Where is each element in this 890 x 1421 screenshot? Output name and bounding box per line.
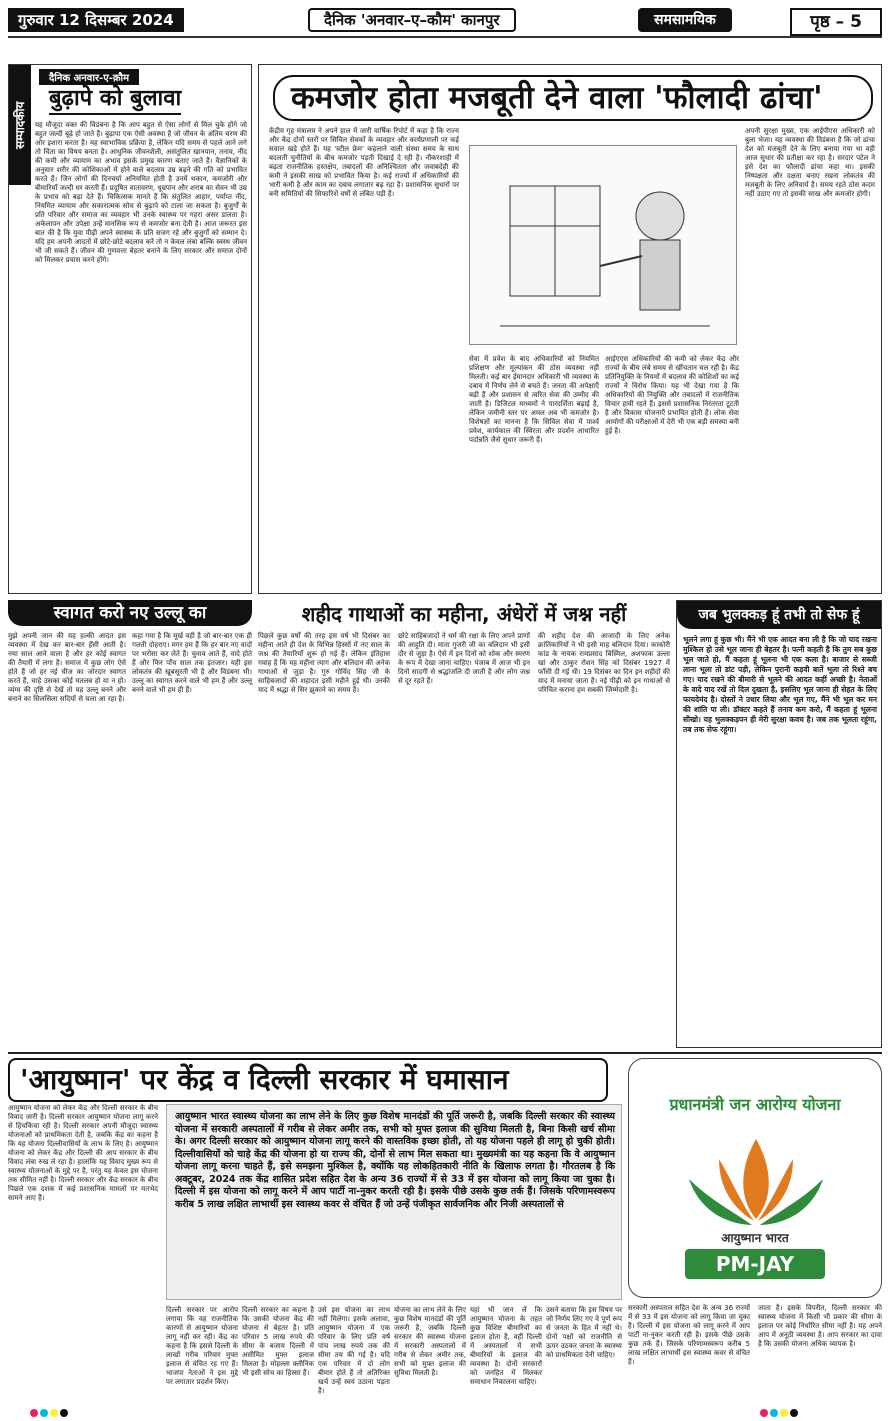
logo-arc-text: प्रधानमंत्री जन आरोग्य योजना (669, 1095, 841, 1114)
bottom-right-col: सरकारी अस्पताल सहित देश के अन्य 36 राज्यों में से 33 में इस योजना को लागू किया जा चुका है। दिल्ली में इस योजना को लागू करने में आप पार्टी ना-नुकर करती रही है। इसके पीछे उसके कुछ तर्क हैं। जिसके परिणामस्वरूप करीब 5 लाख लक्षित लाभार्थी इस स्वास्थ्य कवर से वंचित हैं। (628, 1304, 753, 1366)
logo-badge: PM-JAY (685, 1249, 825, 1279)
bottom-story (8, 1058, 885, 1398)
editorial-side-label: सम्पादकीय (9, 65, 31, 185)
bottom-col-5: यहां भी जान लें कि आयुष्मान योजना के तहत कुछ विशिष्ट बीमारियों का इलाज होता है, वहीं दिल्ली में अस्पतालों में सभी बीमारियों के इलाज की व्यवस्था है। दोनों सरकारों को जनहित में मिलकर समाधान निकालना चाहिए। (470, 1306, 545, 1386)
editorial-body: यह मौजूदा वक्त की विडंबना है कि आप बहुत से ऐसा लोगों से मिल चुके होंगे जो बहुत जल्दी बूढ़े हो जाते हैं। बुढ़ापा एक ऐसी अवस्था है जो जीवन के अंतिम चरण की ओर इशारा करता है। यह स्वाभाविक प्रक्रिया है, लेकिन यदि समय से पहले आने लगे तो चिंता का विषय बनता है। आधुनिक जीवनशैली, असंतुलित खानपान, तनाव, नींद की कमी और व्यायाम का अभाव इसके प्रमुख कारण बताए जाते हैं। वैज्ञानिकों के अनुसार शरीर की कोशिकाओं में होने वाले बदलाव उम्र बढ़ने की गति को प्रभावित करते हैं। जिन लोगों की दिनचर्या अनियमित होती है उनमें थकान, कमजोरी और बीमारियाँ जल्दी घर करती हैं। प्रदूषित वातावरण, धूम्रपान और शराब का सेवन भी उम्र के प्रभाव को बढ़ा देते हैं। चिकित्सक मानते हैं कि संतुलित आहार, पर्याप्त नींद, नियमित व्यायाम और सकारात्मक सोच से बुढ़ापे को टाला जा सकता है। बुजुर्गों के प्रति परिवार और समाज का व्यवहार भी उनके स्वास्थ्य पर गहरा असर डालता है। अकेलापन और उपेक्षा उन्हें मानसिक रूप से कमजोर बना देती है। आज जरूरत इस बात की है कि युवा पीढ़ी अपने स्वास्थ्य के प्रति सजग रहे और बुजुर्गों को सम्मान दे। यदि हम अपनी आदतों में छोटे-छोटे बदलाव करें तो न केवल लंबा बल्कि स्वस्थ जीवन भी जी सकते हैं। जीवन की गुणवत्ता बेहतर बनाने के लिए सरकार और समाज दोनों को मिलकर प्रयास करने होंगे। (35, 121, 250, 264)
bottom-col-1: दिल्ली सरकार पर आरोप लगाया कि वह राजनीतिक कारणों से आयुष्मान योजना लागू नहीं कर रही। केंद्र का कहना है कि इससे दिल्ली के लाखों गरीब परिवार मुफ्त इलाज से वंचित रह गए हैं। भाजपा नेताओं ने इस मुद्दे पर लगातार प्रदर्शन किए। (166, 1306, 241, 1386)
section-name: समसामयिक (638, 8, 732, 32)
cartoon-drawing (470, 146, 738, 346)
cartoon-illustration (469, 145, 737, 345)
middle-story-col-2: छोटे साहिबजादों ने धर्म की रक्षा के लिए अपने प्राणों की आहुति दी। माता गुजरी जी का बलिदान भी इसी दौर से जुड़ा है। ऐसे में इन दिनों को शोक और स्मरण के रूप में देखा जाना चाहिए। पंजाब में आज भी इन दिनों सादगी से श्रद्धांजलि दी जाती है और लोग जश्न से दूर रहते हैं। (398, 632, 533, 685)
editorial-block (8, 64, 252, 594)
editorial-tag: दैनिक अनवार-ए-क़ौम (39, 69, 139, 85)
lead-col-1: केंद्रीय गृह मंत्रालय ने अपने हाल में जारी वार्षिक रिपोर्ट में कहा है कि राज्य और केंद्र दोनों स्तरों पर सिविल सेवकों के व्यवहार और कार्यप्रणाली पर कई सवाल खड़े होते हैं। यह 'स्टील फ्रेम' कहलाने वाली संस्था समय के साथ बदलती चुनौतियों के बीच कमजोर पड़ती दिखाई दे रही है। नौकरशाही में बढ़ता राजनीतिक हस्तक्षेप, तबादलों की अनिश्चितता और जवाबदेही की कमी ने इसकी साख को प्रभावित किया है। कई राज्यों में अधिकारियों की भारी कमी है और काम का दबाव लगातार बढ़ रहा है। प्रशासनिक सुधारों पर बनी समितियों की सिफारिशें वर्षों से लंबित पड़ी हैं। (269, 127, 462, 198)
logo-subtitle: आयुष्मान भारत (721, 1231, 789, 1245)
left-story-col-2: कहा गया है कि मूर्ख वही है जो बार-बार एक ही गलती दोहराए। मगर हम हैं कि हर बार नए वादों पर भरोसा कर लेते हैं। चुनाव आते हैं, वादे होते हैं और फिर पाँच साल तक इंतजार। यही इस लोकतंत्र की खूबसूरती भी है और विडंबना भी। उल्लू का स्वागत करने वाले भी हम हैं और उल्लू बनने वाले भी हम ही हैं। (132, 632, 255, 694)
bottom-right-col-2: जाता है। इसके विपरीत, दिल्ली सरकार की स्वास्थ्य योजना में किसी भी प्रकार की सीमा के इलाज पर कोई निर्धारित सीमा नहीं है। यह अपने आप में अनूठी व्यवस्था है। आप सरकार का दावा है कि उसकी योजना अधिक व्यापक है। (758, 1304, 885, 1348)
left-story (8, 600, 255, 1048)
page-number: पृष्ठ – 5 (790, 8, 882, 36)
bottom-headline: 'आयुष्मान' पर केंद्र व दिल्ली सरकार में घमासान (8, 1058, 608, 1102)
pmjay-logo (628, 1058, 882, 1298)
editorial-title: बुढ़ापे को बुलावा (49, 85, 181, 115)
right-story-body: भूलने लगा हूं कुछ भी। मैंने भी एक आदत बना ली है कि जो याद रखना मुश्किल हो उसे भूल जाना ही बेहतर है। पत्नी कहती है कि तुम सब कुछ भूल जाते हो, मैं कहता हूं भूलना भी एक कला है। बाजार से सब्जी लाना भूला तो डांट पड़ी, लेकिन पुरानी कड़वी बातें भूला तो रिश्ते बच गए। याद रखने की बीमारी से भूलने की आदत कहीं अच्छी है। नेताओं के वादे याद रखें तो दिल दुखता है, इसलिए भूल जाना ही सेहत के लिए फायदेमंद है। दोस्तों ने उधार लिया और भूल गए, मैंने भी भूल कर मन की शांति पा ली। डॉक्टर कहते हैं तनाव कम करो, मैं कहता हूं भूलना सीखो। यह भुलक्कड़पन ही मेरी सुरक्षा कवच है। जब तक भूलता रहूंगा, तब तक सेफ रहूंगा। (683, 635, 880, 734)
lead-col-4: अपनी सुरक्षा मुख्य, एक आईपीएस अधिकारी को बुला भेजा। यह व्यवस्था की विडंबना है कि जो ढांचा देश को मजबूती देने के लिए बनाया गया था वही आज सुधार की प्रतीक्षा कर रहा है। सरदार पटेल ने इसे देश का फौलादी ढांचा कहा था। इसकी निष्पक्षता और दक्षता बनाए रखना लोकतंत्र की मजबूती के लिए अनिवार्य है। समय रहते ठोस कदम नहीं उठाए गए तो इसकी साख और कमजोर होगी। (745, 127, 878, 198)
bottom-highlight-box (166, 1104, 622, 1300)
bottom-col-6: उसने बताया कि इस विषय पर जो निर्णय लिए गए वे पूर्ण रूप से जनता के हित में नहीं थे। दोनों पक्षों को राजनीति से ऊपर उठकर जनता के स्वास्थ्य को प्राथमिकता देनी चाहिए। (546, 1306, 625, 1359)
print-registration-marks (30, 1402, 70, 1421)
lead-headline: कमजोर होता मजबूती देने वाला 'फौलादी ढांचा' (273, 75, 873, 121)
bottom-col-2: दिल्ली सरकार का कहना है कि उसकी योजना केंद्र की योजना से बेहतर है। प्रति परिवार 5 लाख रुपये की सीमा के बजाय दिल्ली में असीमित मुफ्त इलाज मिलता है। मोहल्ला क्लीनिक भी इसी सोच का हिस्सा हैं। (242, 1306, 317, 1377)
lead-col-2: सेवा में प्रवेश के बाद अधिकारियों को नियमित प्रशिक्षण और मूल्यांकन की ठोस व्यवस्था नहीं मिलती। कई बार ईमानदार अधिकारी भी व्यवस्था के दबाव में निर्णय लेने से बचते हैं। जनता की अपेक्षाएँ बढ़ी हैं और प्रशासन से त्वरित सेवा की उम्मीद की जाती है। डिजिटल माध्यमों ने पारदर्शिता बढ़ाई है, लेकिन जमीनी स्तर पर अमल अब भी कमजोर है। विशेषज्ञों का मानना है कि सिविल सेवा में पार्श्व प्रवेश, कार्यकाल की स्थिरता और प्रदर्शन आधारित पदोन्नति जैसे सुधार जरूरी हैं। (469, 355, 602, 444)
lead-col-3: आईएएस अधिकारियों की कमी को लेकर केंद्र और राज्यों के बीच लंबे समय से खींचतान चल रही है। केंद्र प्रतिनियुक्ति के नियमों में बदलाव की कोशिशों का कई राज्यों ने विरोध किया। यह भी देखा गया है कि अधिकारियों की नियुक्ति और तबादलों में राजनीतिक विचार हावी रहते हैं। इससे प्रशासनिक निरंतरता टूटती है और विकास योजनाएँ प्रभावित होती हैं। लोक सेवा आयोगों की परीक्षाओं में देरी भी एक बड़ी समस्या बनी हुई है। (605, 355, 742, 435)
bottom-left-col: आयुष्मान योजना को लेकर केंद्र और दिल्ली सरकार के बीच विवाद जारी है। दिल्ली सरकार आयुष्मान योजना लागू करने से हिचकिचा रही है। दिल्ली सरकार अपनी मौजूदा स्वास्थ्य योजनाओं को प्राथमिकता देती है, जबकि केंद्र का कहना है कि यह योजना दिल्लीवासियों के लाभ के लिए है। आयुष्मान योजना को लेकर केंद्र और दिल्ली की आप सरकार के बीच विवाद लंबा रुख ले रहा है। हालांकि यह विवाद मुख्य रूप से स्वास्थ्य योजनाओं के मुद्दे पर है, परंतु यह केवल इस योजना तक सीमित नहीं है। दिल्ली सरकार और केंद्र सरकार के बीच पिछले एक दशक में कई प्रशासनिक मामलों पर मतभेद सामने आए हैं। (8, 1104, 161, 1202)
middle-story (258, 600, 673, 1048)
issue-date: गुरुवार 12 दिसम्बर 2024 (8, 8, 184, 32)
middle-story-title: शहीद गाथाओं का महीना, अंधेरों में जश्न नहीं (301, 602, 627, 626)
bottom-col-4: योजना का लाभ लेने के लिए कुछ विशेष मानदंडों की पूर्ति जरूरी है, जबकि दिल्ली सरकार की स्वास्थ्य योजना में सरकारी अस्पतालों में गरीब से लेकर अमीर तक, सभी को मुफ्त इलाज की सुविधा मिलती है। (394, 1306, 469, 1377)
right-story (676, 600, 882, 1048)
masthead (8, 8, 882, 38)
right-story-title: जब भुलक्कड़ हूं तभी तो सेफ हूं (677, 601, 881, 629)
left-story-title: स्वागत करो नए उल्लू का (8, 600, 252, 626)
lead-story (258, 64, 882, 594)
middle-story-col-1: पिछले कुछ वर्षों की तरह इस वर्ष भी दिसंबर का महीना आते ही देश के विभिन्न हिस्सों में नए साल के जश्न की तैयारियाँ शुरू हो गई हैं। लेकिन इतिहास गवाह है कि यह महीना त्याग और बलिदान की अनेक गाथाओं से जुड़ा है। गुरु गोविंद सिंह जी के साहिबजादों की शहादत इसी महीने हुई थी। उनकी याद में श्रद्धा से सिर झुकाने का समय है। (258, 632, 393, 694)
bottom-highlight-text: आयुष्मान भारत स्वास्थ्य योजना का लाभ लेने के लिए कुछ विशेष मानदंडों की पूर्ति जरूरी है, जबकि दिल्ली सरकार की स्वास्थ्य योजना में सरकारी अस्पतालों में गरीब से लेकर अमीर तक, सभी को मुफ्त इलाज की सुविधा मिलती है, बिना किसी खर्च सीमा के। अगर दिल्ली सरकार को आयुष्मान योजना लागू करने की वास्तविक इच्छा होती, तो यह योजना पहले ही लागू हो चुकी होती। दिल्लीवासियों को चाहे केंद्र की योजना हो या राज्य की, दोनों से लाभ मिल सकता था। मुख्यमंत्री का यह कहना कि वे आयुष्मान योजना लागू करना चाहते हैं, इसे समझना मुश्किल है, क्योंकि यह लोकहितकारी नीति के खिलाफ लगता है। गौरतलब है कि अक्टूबर, 2024 तक केंद्र शासित प्रदेश सहित देश के अन्य 36 राज्यों में से 33 में इस योजना को लागू किया जा चुका है। दिल्ली में इस योजना को लागू करने में आप पार्टी ना-नुकर करती रही है। इसके पीछे उसके कुछ तर्क हैं। जिसके परिणामस्वरूप करीब 5 लाख लक्षित लाभार्थी इस स्वास्थ्य कवर से वंचित हैं जो उन्हें पंजीकृत सार्वजनिक और निजी अस्पतालों से (175, 1111, 615, 1210)
bottom-col-3: उसे इस योजना का लाभ नहीं मिलेगा। इसके अलावा, आयुष्मान योजना में एक परिवार के लिए प्रति वर्ष पांच लाख रुपये तक की सीमा तय की गई है। यदि एक परिवार में दो लोग बीमार होते हैं तो अतिरिक्त खर्च उन्हें स्वयं उठाना पड़ता है। (318, 1306, 393, 1395)
section-divider (8, 1052, 882, 1054)
newspaper-name: दैनिक 'अनवार–ए–कौम' कानपुर (308, 8, 516, 32)
middle-story-col-3: की शहीद देश की आजादी के लिए अनेक क्रांतिकारियों ने भी इसी माह बलिदान दिया। काकोरी कांड के नायक रामप्रसाद बिस्मिल, अशफाक उल्ला खां और ठाकुर रोशन सिंह को दिसंबर 1927 में फाँसी दी गई थी। 19 दिसंबर का दिन इन शहीदों की याद में मनाया जाता है। नई पीढ़ी को इन गाथाओं से परिचित कराना हम सबकी जिम्मेदारी है। (538, 632, 673, 694)
left-story-col-1: मुझे अपनी जान की यह हल्की आदत इस व्यवस्था में देख कर बार-बार हँसी आती है। नया साल आने वाला है और हर कोई स्वागत की तैयारी में लगा है। समाज में कुछ लोग ऐसे होते हैं जो हर नई चीज का जोरदार स्वागत करते हैं, चाहे उसका कोई मतलब हो या न हो। व्यंग्य की दृष्टि से देखें तो यह उल्लू बनने और बनाने का सिलसिला सदियों से चला आ रहा है। (8, 632, 129, 703)
print-registration-marks-right (760, 1402, 800, 1421)
